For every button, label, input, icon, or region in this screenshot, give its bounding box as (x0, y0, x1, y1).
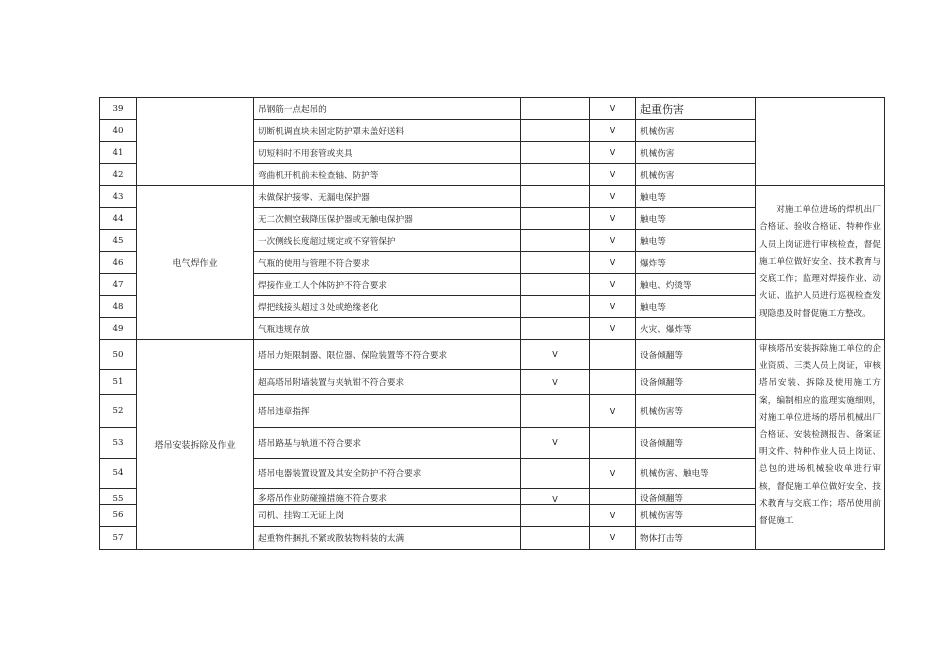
accident-type: 触电等 (636, 230, 756, 252)
check-col-b (590, 340, 636, 370)
accident-type: 机械伤害 (636, 142, 756, 164)
row-number: 48 (100, 296, 137, 318)
check-col-a (521, 164, 590, 186)
table-row (100, 340, 885, 370)
check-col-a (521, 505, 590, 526)
check-col-b: V (590, 526, 636, 549)
hazard-description: 吊钢筋一点起吊的 (254, 98, 521, 120)
accident-type: 火灾、爆炸等 (636, 318, 756, 340)
check-col-a (521, 230, 590, 252)
hazard-description: 焊把线接头超过３处或绝缘老化 (254, 296, 521, 318)
check-col-a (521, 208, 590, 230)
hazard-description: 未做保护接零、无漏电保护器 (254, 186, 521, 208)
check-col-b: V (590, 252, 636, 274)
row-number: 46 (100, 252, 137, 274)
hazard-description: 气瓶的使用与管理不符合要求 (254, 252, 521, 274)
check-col-b (590, 428, 636, 458)
control-measures: 对施工单位进场的焊机出厂合格证、验收合格证、特种作业人员上岗证进行审核检查，督促施工单位做好安全、技术教育与交底工作；监理对焊接作业、动火证、监护人员进行巡视检查发现隐患及时督促施工方整改。 (756, 186, 885, 340)
check-col-b: V (590, 318, 636, 340)
check-col-a (521, 186, 590, 208)
check-col-a: V (521, 370, 590, 394)
hazard-description: 司机、挂钩工无证上岗 (254, 505, 521, 526)
accident-type: 爆炸等 (636, 252, 756, 274)
accident-type: 触电等 (636, 186, 756, 208)
accident-type: 机械伤害 (636, 164, 756, 186)
row-number: 56 (100, 505, 137, 526)
accident-type: 机械伤害等 (636, 505, 756, 526)
hazard-description: 切短料时不用套管或夹具 (254, 142, 521, 164)
category-cell: 电气焊作业 (137, 186, 254, 340)
check-col-b: V (590, 394, 636, 427)
check-col-a (521, 296, 590, 318)
hazard-description: 无二次侧空载降压保护器或无触电保护器 (254, 208, 521, 230)
check-col-a: V (521, 489, 590, 505)
check-col-a (521, 526, 590, 549)
check-col-b (590, 489, 636, 505)
row-number: 54 (100, 458, 137, 488)
row-number: 42 (100, 164, 137, 186)
hazard-description: 切断机调直块未固定防护罩未盖好送料 (254, 120, 521, 142)
accident-type: 设备倾翻等 (636, 489, 756, 505)
row-number: 53 (100, 428, 137, 458)
row-number: 51 (100, 370, 137, 394)
check-col-b: V (590, 164, 636, 186)
accident-type: 触电等 (636, 296, 756, 318)
check-col-b: V (590, 458, 636, 488)
category-cell: 塔吊安装拆除及作业 (137, 340, 254, 550)
row-number: 50 (100, 340, 137, 370)
check-col-b (590, 370, 636, 394)
check-col-a (521, 458, 590, 488)
row-number: 44 (100, 208, 137, 230)
control-measures-text: 审核塔吊安装拆除施工单位的企业资质、三类人员上岗证，审核塔吊安装、拆除及使用施工方案，编制相应的监理实施细则，对施工单位进场的塔吊机械出厂合格证、安装检测报告、备案证明文件、特种作业人员上岗证、总包的进场机械验收单进行审核，督促施工单位做好安全、技术教育与交底工作；塔吊使用前督促施工 (759, 344, 881, 527)
hazard-description: 气瓶违规存放 (254, 318, 521, 340)
accident-type: 设备倾翻等 (636, 340, 756, 370)
hazard-description: 塔吊违章指挥 (254, 394, 521, 427)
row-number: 41 (100, 142, 137, 164)
row-number: 43 (100, 186, 137, 208)
row-number: 52 (100, 394, 137, 427)
hazard-table (99, 97, 885, 550)
accident-type: 起重伤害 (636, 98, 756, 120)
check-col-a (521, 274, 590, 296)
check-col-b: V (590, 230, 636, 252)
check-col-a (521, 318, 590, 340)
check-col-a (521, 98, 590, 120)
hazard-description: 塔吊路基与轨道不符合要求 (254, 428, 521, 458)
accident-type: 设备倾翻等 (636, 370, 756, 394)
hazard-description: 一次侧线长度超过规定或不穿管保护 (254, 230, 521, 252)
accident-type: 触电、灼烫等 (636, 274, 756, 296)
check-col-b: V (590, 505, 636, 526)
check-col-a (521, 120, 590, 142)
table-row (100, 98, 885, 120)
check-col-b: V (590, 120, 636, 142)
check-col-a: V (521, 428, 590, 458)
check-col-a (521, 142, 590, 164)
row-number: 39 (100, 98, 137, 120)
row-number: 40 (100, 120, 137, 142)
hazard-description: 多塔吊作业防碰撞措施不符合要求 (254, 489, 521, 505)
check-col-b: V (590, 186, 636, 208)
hazard-description: 超高塔吊附墙装置与夹轨钳不符合要求 (254, 370, 521, 394)
row-number: 47 (100, 274, 137, 296)
accident-type: 物体打击等 (636, 526, 756, 549)
hazard-description: 起重物件捆扎不紧或散装物料装的太满 (254, 526, 521, 549)
check-col-b: V (590, 208, 636, 230)
row-number: 57 (100, 526, 137, 549)
check-col-b: V (590, 296, 636, 318)
control-measures (756, 340, 885, 550)
row-number: 55 (100, 489, 137, 505)
row-number: 45 (100, 230, 137, 252)
hazard-description: 弯曲机开机前未检查轴、防护等 (254, 164, 521, 186)
check-col-b: V (590, 274, 636, 296)
row-number: 49 (100, 318, 137, 340)
check-col-a (521, 252, 590, 274)
check-col-b: V (590, 142, 636, 164)
hazard-description: 塔吊力矩限制器、限位器、保险装置等不符合要求 (254, 340, 521, 370)
check-col-b: V (590, 98, 636, 120)
accident-type: 机械伤害等 (636, 394, 756, 427)
hazard-description: 塔吊电器装置设置及其安全防护不符合要求 (254, 458, 521, 488)
accident-type: 机械伤害 (636, 120, 756, 142)
accident-type: 设备倾翻等 (636, 428, 756, 458)
check-col-a (521, 394, 590, 427)
check-col-a: V (521, 340, 590, 370)
hazard-description: 焊接作业工人个体防护不符合要求 (254, 274, 521, 296)
accident-type: 触电等 (636, 208, 756, 230)
category-cell (137, 98, 254, 186)
accident-type: 机械伤害、触电等 (636, 458, 756, 488)
table-row (100, 186, 885, 208)
control-measures (756, 98, 885, 186)
